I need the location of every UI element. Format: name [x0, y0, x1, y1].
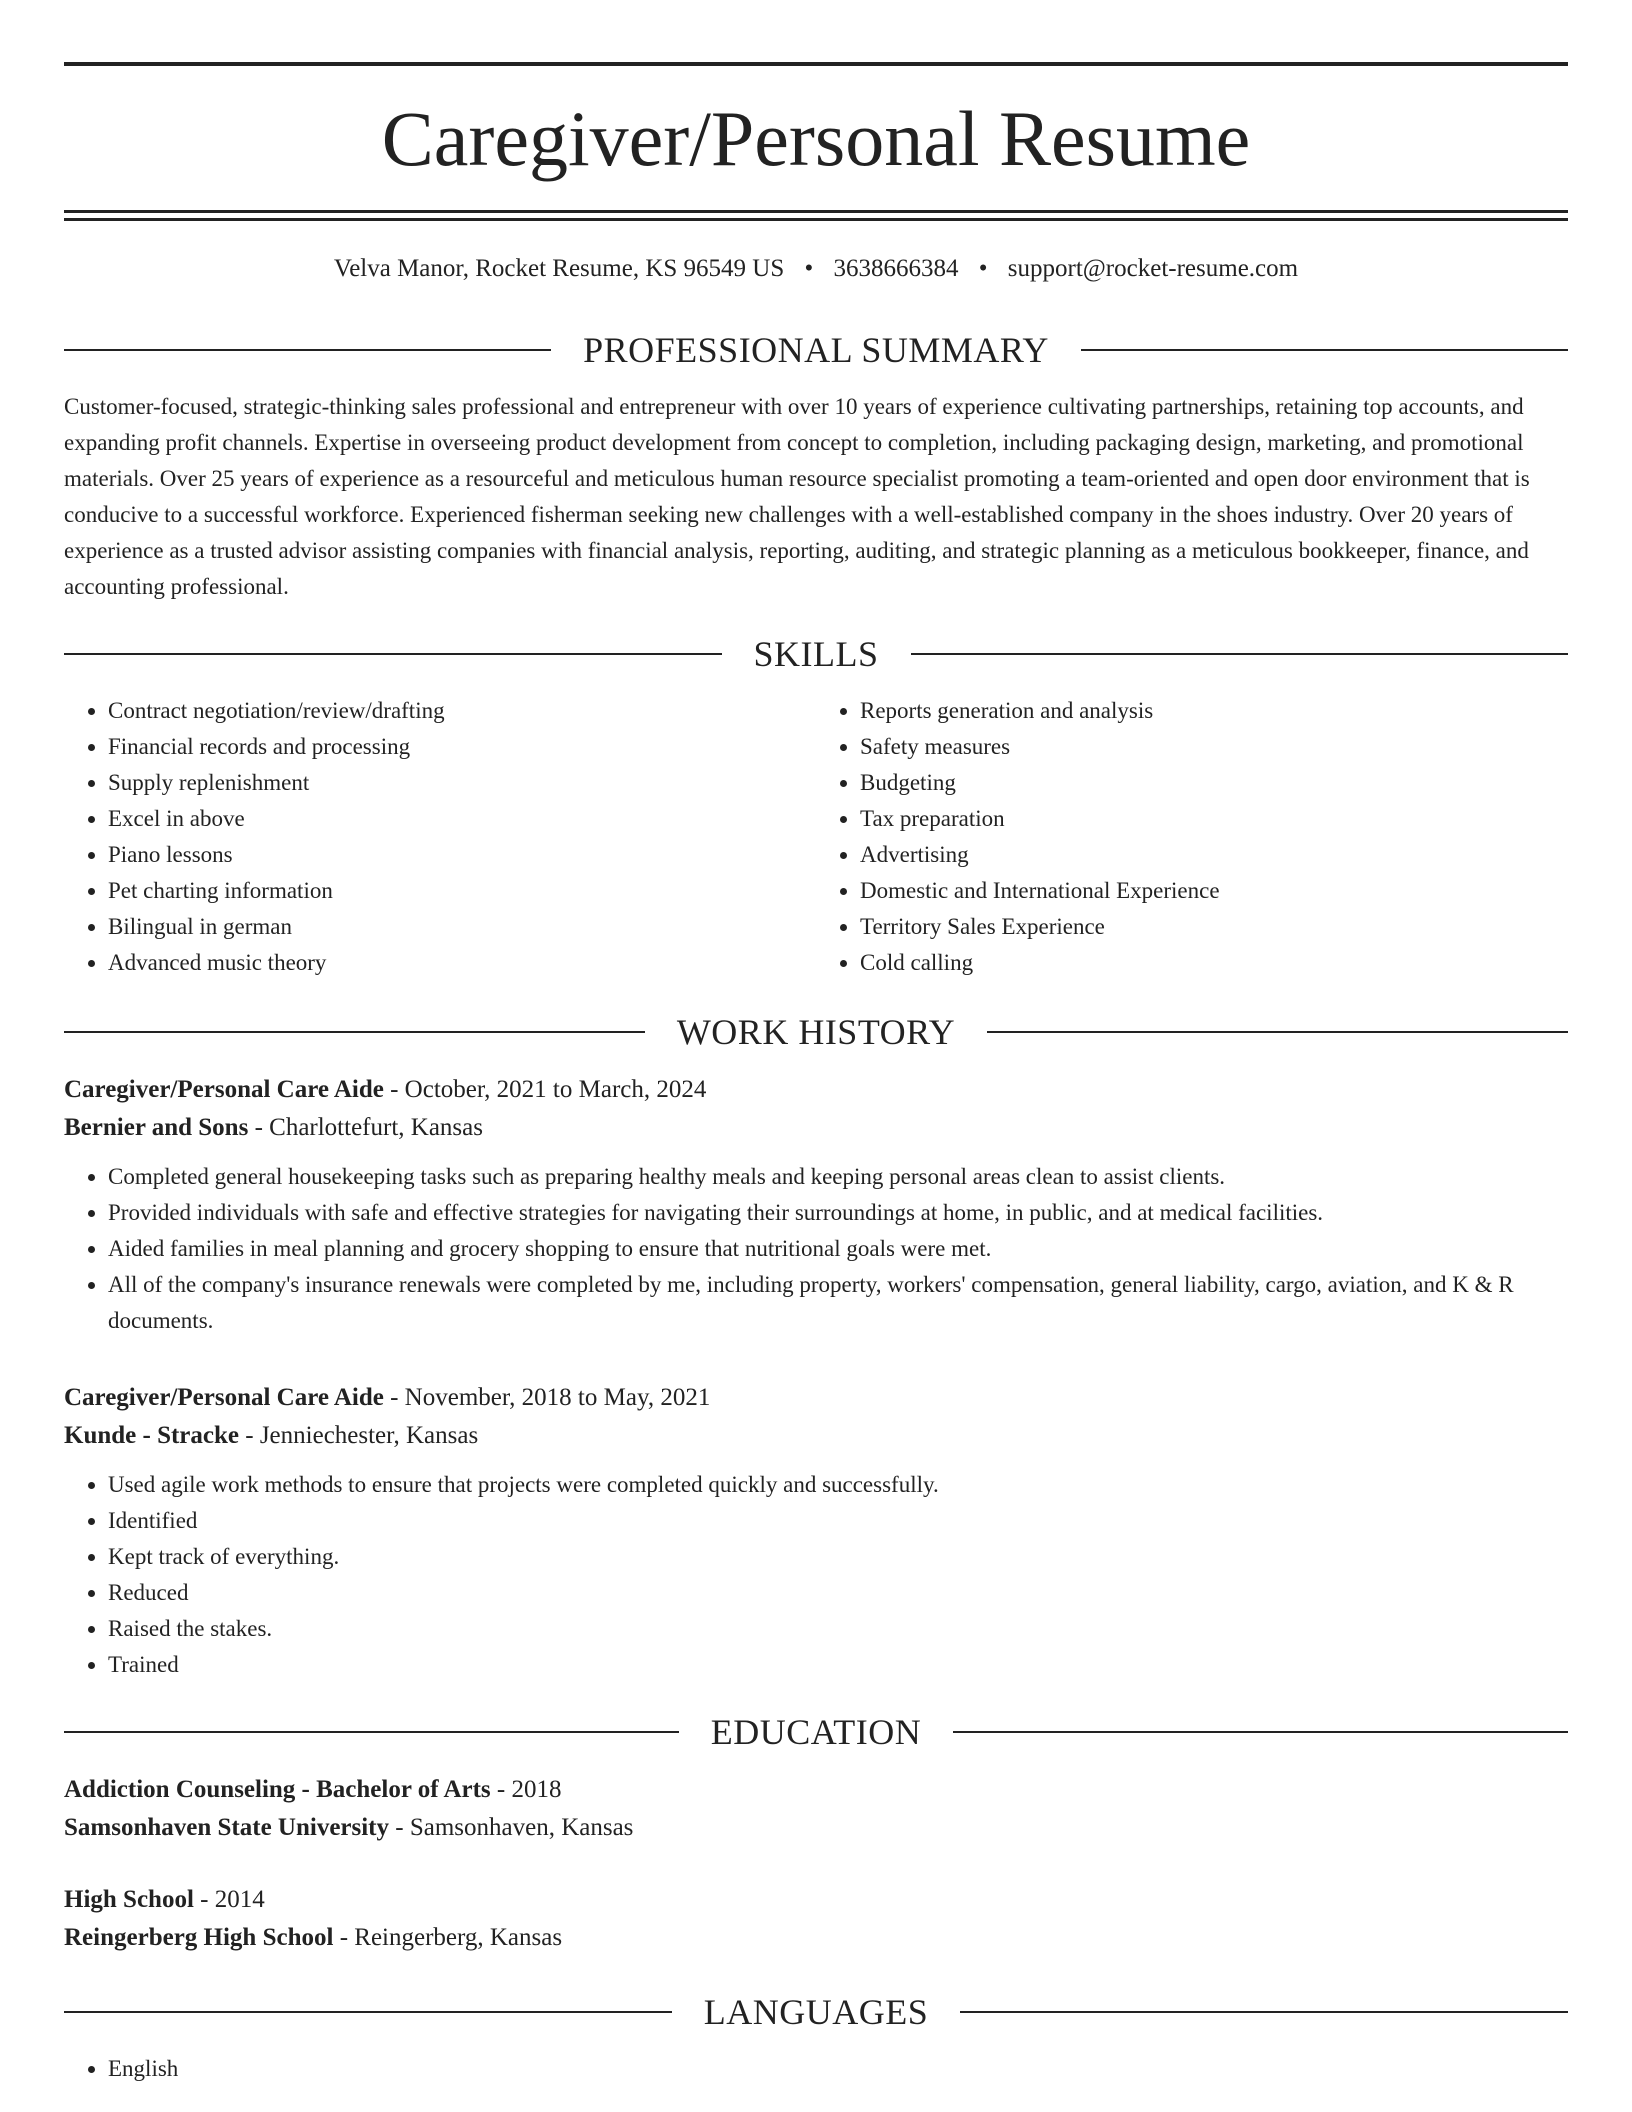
job-bullet: • Reduced	[108, 1575, 1568, 1611]
skill-item: • Pet charting information	[108, 873, 816, 909]
skill-item: • Advanced music theory	[108, 945, 816, 981]
contact-email[interactable]: support@rocket-resume.com	[1007, 255, 1299, 282]
heading-rule-left	[64, 653, 722, 655]
skills-list-right	[816, 693, 1568, 981]
education-degree-line	[64, 1771, 1568, 1809]
heading-rule-right	[911, 653, 1569, 655]
heading-rule-right	[960, 2011, 1568, 2013]
education-location: - Reingerberg, Kansas	[333, 1924, 563, 1951]
skill-item: • Territory Sales Experience	[860, 909, 1568, 945]
job-location: - Jenniechester, Kansas	[239, 1422, 479, 1449]
skill-item: • Advertising	[860, 837, 1568, 873]
heading-rule-left	[64, 1031, 645, 1033]
language-item: • English	[108, 2051, 1568, 2087]
education-heading	[64, 1711, 1568, 1753]
job-entry	[64, 1071, 1568, 1339]
job-dates: - November, 2018 to May, 2021	[383, 1384, 711, 1411]
contact-separator: •	[804, 255, 814, 282]
job-dates: - October, 2021 to March, 2024	[383, 1076, 707, 1103]
job-location: - Charlottefurt, Kansas	[248, 1114, 483, 1141]
education-degree-line	[64, 1881, 1568, 1919]
job-company-line	[64, 1109, 1568, 1147]
job-title-line	[64, 1379, 1568, 1417]
job-title: Caregiver/Personal Care Aide	[64, 1076, 384, 1103]
education-year: - 2014	[193, 1886, 265, 1913]
summary-heading-label: PROFESSIONAL SUMMARY	[583, 330, 1049, 370]
heading-rule-left	[64, 349, 551, 351]
skill-item: • Budgeting	[860, 765, 1568, 801]
job-bullets	[64, 1159, 1568, 1339]
job-title: Caregiver/Personal Care Aide	[64, 1384, 384, 1411]
skill-item: • Supply replenishment	[108, 765, 816, 801]
work-heading	[64, 1011, 1568, 1053]
heading-rule-left	[64, 1731, 679, 1733]
education-school-line	[64, 1809, 1568, 1847]
contact-address: Velva Manor, Rocket Resume, KS 96549 US	[333, 255, 785, 282]
skill-item: • Domestic and International Experience	[860, 873, 1568, 909]
education-heading-label: EDUCATION	[710, 1712, 922, 1752]
skill-item: • Safety measures	[860, 729, 1568, 765]
summary-heading	[64, 329, 1568, 371]
job-bullet: • Raised the stakes.	[108, 1611, 1568, 1647]
skills-heading	[64, 633, 1568, 675]
heading-rule-left	[64, 2011, 672, 2013]
job-bullet: • Identified	[108, 1503, 1568, 1539]
job-company: Bernier and Sons	[64, 1114, 249, 1141]
education-degree: High School	[64, 1886, 194, 1913]
heading-rule-right	[1081, 349, 1568, 351]
education-entry	[64, 1881, 1568, 1957]
job-bullet: • Used agile work methods to ensure that projects were completed quickly and successfully.	[108, 1467, 1568, 1503]
job-title-line	[64, 1071, 1568, 1109]
skill-item: • Financial records and processing	[108, 729, 816, 765]
skill-item: • Reports generation and analysis	[860, 693, 1568, 729]
job-entry	[64, 1379, 1568, 1683]
skill-item: • Bilingual in german	[108, 909, 816, 945]
job-bullet: • Trained	[108, 1647, 1568, 1683]
title-double-rule	[64, 210, 1568, 221]
skill-item: • Contract negotiation/review/drafting	[108, 693, 816, 729]
job-bullets	[64, 1467, 1568, 1683]
skill-item: • Tax preparation	[860, 801, 1568, 837]
education-year: - 2018	[490, 1776, 562, 1803]
job-bullet: • Provided individuals with safe and effective strategies for navigating their surroundings at home, in public, and at medical facilities.	[108, 1195, 1568, 1231]
job-bullet: • All of the company's insurance renewals were completed by me, including property, workers' compensation, general liability, cargo, aviation, and K & R documents.	[108, 1267, 1568, 1339]
resume-title: Caregiver/Personal Resume	[381, 95, 1251, 182]
job-bullet: • Kept track of everything.	[108, 1539, 1568, 1575]
education-school: Reingerberg High School	[64, 1924, 334, 1951]
skill-item: • Piano lessons	[108, 837, 816, 873]
contact-separator: •	[978, 255, 988, 282]
top-rule	[64, 62, 1568, 66]
education-entry	[64, 1771, 1568, 1847]
languages-list	[64, 2051, 1568, 2087]
heading-rule-right	[953, 1731, 1568, 1733]
languages-heading	[64, 1991, 1568, 2033]
skills-heading-label: SKILLS	[753, 634, 879, 674]
summary-text: Customer-focused, strategic-thinking sales professional and entrepreneur with over 10 years of experience cultivating partnerships, retaining top accounts, and expanding profit channels. Expertise in overseeing product development from concept to completion, including packaging design, marketing, and promotional materials. Over 25 years of experience as a resourceful and meticulous human resource specialist promoting a team-oriented and open door environment that is conducive to a successful workforce. Experienced fisherman seeking new challenges with a well-established company in the shoes industry. Over 20 years of experience as a trusted advisor assisting companies with financial analysis, reporting, auditing, and strategic planning as a meticulous bookkeeper, finance, and accounting professional.	[64, 394, 1530, 599]
contact-line	[64, 255, 1568, 283]
job-company-line	[64, 1417, 1568, 1455]
job-company: Kunde - Stracke	[64, 1422, 239, 1449]
education-school-line	[64, 1919, 1568, 1957]
languages-heading-label: LANGUAGES	[703, 1992, 929, 2032]
contact-phone: 3638666384	[833, 255, 959, 282]
work-heading-label: WORK HISTORY	[676, 1012, 956, 1052]
skill-item: • Cold calling	[860, 945, 1568, 981]
skills-list-left	[64, 693, 816, 981]
education-location: - Samsonhaven, Kansas	[389, 1814, 634, 1841]
skill-item: • Excel in above	[108, 801, 816, 837]
education-school: Samsonhaven State University	[64, 1814, 390, 1841]
job-bullet: • Aided families in meal planning and grocery shopping to ensure that nutritional goals were met.	[108, 1231, 1568, 1267]
heading-rule-right	[987, 1031, 1568, 1033]
skills-columns	[64, 693, 1568, 981]
job-bullet: • Completed general housekeeping tasks such as preparing healthy meals and keeping personal areas clean to assist clients.	[108, 1159, 1568, 1195]
education-degree: Addiction Counseling - Bachelor of Arts	[64, 1776, 491, 1803]
